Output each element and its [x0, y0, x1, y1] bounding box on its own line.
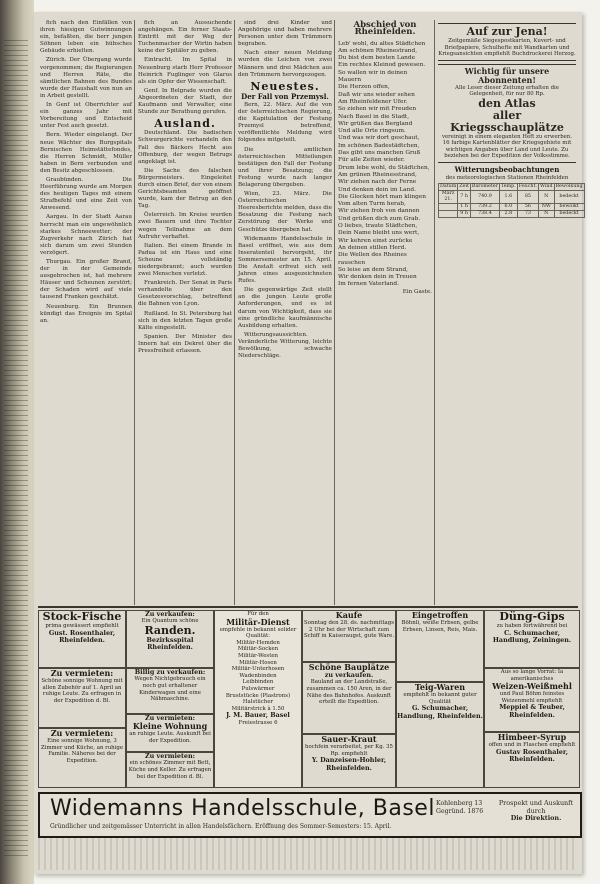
ad-zuvermieten-1-text: Schöne sonnige Wohnung mit allen Zubehör auf 1. April an ruhige Leute. Zu erfragen in der Expedition d. Bl. — [41, 678, 123, 704]
przemysl-subtitle: Der Fall von Przemysl. — [241, 91, 329, 101]
weather-row — [439, 211, 585, 218]
poem-line: Wir grüßen das Bergland — [338, 120, 413, 127]
ad-kaufe-title: Kaufe — [335, 610, 363, 620]
ad-sauerkraut-text: hochfein verarbeitet, per Kg. 35 Rp. empfiehlt — [305, 744, 393, 757]
col3-para: Widemanns Handelsschule in Basel eröffnet, wie aus dem Inseratenteil hervorgeht, ihr Sommersemester am 15. April. Die Anstalt erfreut sich seit Jahren eines ausgezeichneten Rufes. — [238, 235, 332, 285]
ad-randen-big: Randen. — [144, 624, 196, 637]
weather-table — [438, 183, 585, 218]
ad-atlas-text: Alle Leser dieser Zeitung erhalten die Gelegenheit, für nur 80 Rp. — [455, 84, 559, 97]
ad-teigwaren-text: empfiehlt in bekannt guter Qualität — [403, 692, 477, 705]
ad-atlas — [438, 64, 576, 163]
weather-cell: 2.8 — [499, 211, 517, 218]
ad-randen-sub: Ein Quantum schöne — [141, 618, 199, 625]
column-rule — [334, 20, 335, 605]
poem-line: Das gibt uns manchen Gruß — [338, 150, 421, 157]
poem-line: Im fernen Vaterland. — [338, 281, 399, 288]
ad-eingetroffen — [396, 610, 484, 682]
ad-jena-title: Auf zur Jena! — [466, 25, 548, 38]
col2-para: Genf. In Belgrade wurden die Abgeordneten der Stadt, der Kaufmann und Verwalter, eine Stunde zur Berathung gerufen. — [138, 87, 232, 116]
weather-cell: 1.6 — [499, 191, 517, 204]
col2-para: Spanien. Der Minister des Innern hat ein Dekret über die Pressfreiheit erlassen. — [138, 333, 232, 355]
col2-para: Italien. Bei einem Brande in Padua ist ein Haus und eine Scheune vollständig niedergebrannt; auch wurden zwei Menschen verletzt. — [138, 242, 232, 278]
col3-para: Nach einer neuen Meldung wurden die Leichen von zwei Männern und drei Mädchen aus den Trümmern hervorgezogen. — [238, 50, 332, 78]
col2-para: Eintracht. Im Spital in Neuenburg starb Herr Professor Heinrich Fuglinger von Glarus als ein Opfer der Wissenschaft. — [138, 57, 232, 85]
column-1 — [40, 20, 132, 605]
col3-para: Wien, 23. März. Die Österreichischen Heeresberichte melden, dass die Besatzung die Festung nach Zerstörung der Werke und Geschütze übergeben hat. — [238, 191, 332, 233]
poem-line: So leise an dem Strand, — [338, 266, 409, 273]
ad-stockfische-title: Stock-Fische — [42, 610, 122, 623]
weather-cell: bedeckt — [554, 191, 584, 204]
col3-para: Die amtlichen österreichischen Mitteilungen bestätigen den Fall der Festung und ihrer Besatzung; die Festung wurde nach langer Belagerung übergeben. — [238, 146, 332, 188]
ads-divider — [38, 606, 578, 608]
col2-para: Die Sache des falschen Bürgermeisters. Eingeleitet durch einen Brief, der von einem Gerichtsbeamten geöffnet wurde, kam der Betrug an den Tag. — [138, 167, 232, 210]
ad-teigwaren — [396, 682, 484, 788]
ad-mil-item: Militär-Unterhosen — [231, 666, 285, 673]
weather-cell: 73 — [517, 211, 538, 218]
ad-kleine-wohnung — [126, 714, 214, 752]
weather-cell: 7 h — [458, 191, 471, 204]
weather-cell — [439, 204, 458, 211]
ad-mil-item: Pulswärmer — [241, 685, 275, 692]
section-ausland-title: Ausland. — [154, 117, 216, 131]
weather-cell — [439, 211, 458, 218]
ad-himbeersyrup — [484, 732, 580, 788]
ad-zimmer — [126, 752, 214, 788]
column-4-poem — [338, 20, 432, 605]
poem-line: Daß wir uns wieder sehen — [338, 91, 415, 98]
column-rule — [434, 20, 435, 605]
poem-line: Vom alten Turm herab, — [338, 201, 406, 208]
weather-cell: März 21. — [439, 191, 458, 204]
weather-note: Witterungsaussichten. Veränderliche Witterung, leichte Bewölkung, schwache Niederschläge. — [238, 331, 332, 360]
ad-bauplaetze-title: Schöne Bauplätze — [308, 662, 390, 672]
poem-line: Die Wellen des Rheines rauschen — [338, 252, 407, 266]
ad-mil-item: Militär-Socken — [237, 646, 279, 653]
ad-jena — [438, 23, 576, 61]
banner-address: Kohlenberg 13 Gegründ. 1876 — [436, 800, 484, 815]
weather-header: Temp. — [500, 184, 516, 190]
ad-duenggips-text: zu haben fortwährend bei — [496, 623, 568, 629]
banner-contact-line: Prospekt und Auskunft durch — [498, 799, 574, 815]
weather-title: Witterungsbeobachtungen — [454, 164, 560, 174]
ad-mil-item: Leibbinden — [242, 679, 274, 686]
poem-line: Im schönen Badestädtchen, — [338, 142, 420, 149]
poem-line: Du bist dem besten Lande — [338, 55, 416, 62]
weather-cell: 9 h — [458, 211, 471, 218]
weather-row — [439, 204, 585, 211]
weather-cell: 6.0 — [499, 204, 517, 211]
poem-line: Wir ziehen nach der Ferne — [338, 179, 417, 186]
poem-line: O liebes, traute Städtchen, — [338, 223, 418, 230]
ad-mil-items — [215, 640, 301, 713]
poem-line: Und denken dein im Land. — [338, 186, 416, 193]
weather-header: Datum — [440, 184, 457, 190]
ad-billig-title: Billig zu verkaufen: — [134, 668, 206, 676]
poem-line: Wir kehren einst zurücke — [338, 237, 413, 244]
ad-weissmehl — [484, 668, 580, 732]
banner-title: Widemanns Handelsschule, Basel — [50, 796, 435, 821]
weather-cell: 738.4 — [470, 211, 499, 218]
poem-line: An deinen stillen Herd. — [338, 244, 407, 251]
col2-para: Frankreich. Der Senat in Paris verhandelte über den Gesetzesvorschlag, betreffend die Bahnen von Lyon. — [138, 280, 232, 308]
col1-para: Aargau. In der Stadt Aarau herrscht man ein ungewöhnlich starkes Schneewetter; der Zugverkehr nach Zürich hat sich darum um zwei Stunden verzögert. — [40, 214, 132, 256]
ad-atlas-big1: den Atlas — [478, 96, 536, 110]
weather-header: Wind — [539, 184, 553, 190]
weather-cell: bewölkt — [554, 204, 584, 211]
ad-himbeersyrup-title: Himbeer-Syrup — [497, 732, 567, 742]
ad-teigwaren-vendor: G. Schumacher, Handlung, Rheinfelden. — [397, 704, 483, 720]
poem-line: Am grünen Rheinesstrand, — [338, 171, 417, 178]
weather-cell: 56 — [517, 204, 538, 211]
ad-atlas-title: Wichtig für unsere Abonnenten! — [464, 65, 550, 85]
weather-header: Zeit — [459, 184, 469, 190]
weather-cell: 85 — [517, 191, 538, 204]
col1-para: Thurgau. Ein großer Brand, der in der Gemeinde ausgebrochen ist, hat mehrere Häuser und Scheunen zerstört; der Schaden wird auf viele tausend Franken geschätzt. — [40, 259, 132, 301]
ad-mil-title: Militär-Dienst — [226, 616, 290, 627]
weather-header: Feucht. — [518, 184, 537, 190]
page-bottom-margin — [38, 838, 578, 870]
ad-militaer-dienst — [214, 610, 302, 788]
weather-cell: 1 h — [458, 204, 471, 211]
ad-zimmer-text: ein schönes Zimmer mit Bett, Küche und Keller. Zu erfragen bei der Expedition d. Bl. — [128, 760, 212, 780]
poem-line: Drum lebe wohl, du Städtchen, — [338, 164, 430, 171]
ad-mil-item: Militär-Hosen — [239, 659, 277, 666]
poem-line: So wallen wir in deinen Mauern — [338, 69, 408, 84]
ad-atlas-text2: vereinigt in einem eleganten Heft zu erwerben. 16 farbige Kartenblätter der Kriegsgebiete mit wichtigen Angaben über Land und Leute. Zu beziehen bei der Expedition der Volksstimme. — [441, 133, 573, 159]
col3-para: sind drei Kinder und Angehörige und haben mehrere Personen unter dem Trümmern begraben. — [238, 20, 332, 48]
col2-para: Rußland. In St. Petersburg hat sich in den letzten Tagen große Kälte eingestellt. — [138, 310, 232, 331]
poem-title: Abschied von Rheinfelden. — [353, 20, 417, 38]
column-5 — [438, 20, 583, 605]
poem-line: Am schönen Rheinestrand, — [338, 47, 418, 54]
ad-kleine-wohnung-title: Zu vermieten: — [145, 714, 195, 722]
col2-para: fich an Aussuchende angehängen. Ein ferner Staats-Eintritt mit der Weg der Tuchenmacher der Wirtin haben keine der Spitäler zu geben. — [138, 20, 232, 55]
ad-eingetroffen-text: Böhnli, weiße Erbsen, gelbe Erbsen, Linsen, Reis, Mais. — [401, 620, 479, 633]
ad-mil-item: Halstücher — [242, 699, 274, 706]
ad-sauerkraut — [302, 734, 396, 788]
ad-mil-item: Militär-Hemden — [236, 639, 280, 646]
ad-zuvermieten-2 — [38, 728, 126, 788]
col2-para: Österreich. Im Kreise wurden zwei Bauern und ihre Tochter wegen Teilnahme an dem Aufruhr verhaftet. — [138, 212, 232, 240]
ad-randen-title: Zu verkaufen: — [145, 610, 195, 618]
ad-weissmehl-vendor: Meppiel & Teuber, Rheinfelden. — [499, 703, 565, 719]
col3-para: Bern, 22. März. Auf die von der österreichischen Regierung, die Kapitulation der Festung Przemysl betreffend, veröffentlichte Meldung wird folgendes mitgeteilt. — [238, 101, 332, 144]
ad-zuvermieten-2-text: Eine sonnige Wohnung, 3 Zimmer und Küche, an ruhige Familie. Näheres bei der Expedition. — [40, 738, 124, 764]
weather-cell: bedeckt — [554, 211, 584, 218]
ad-atlas-big2: aller Kriegsschauplätze — [450, 108, 564, 134]
book-spine — [0, 0, 34, 884]
poem-line: Dein Name bleibt uns wert, — [338, 230, 420, 237]
ad-zuvermieten-1-title: Zu vermieten: — [50, 668, 114, 678]
col1-para: Graubünden. Die Heerführung wurde am Morgen des heutigen Tages mit einem Strafbefehl und eine Zeit von Anwesend. — [40, 176, 132, 212]
poem-line: Am Rheinfeldener Ufer. — [338, 98, 408, 105]
poem-lines — [338, 41, 432, 289]
ad-mil-sub: empfehle in bekannt solider Qualität: — [219, 626, 297, 640]
section-neuestes-title: Neuestes. — [250, 79, 320, 93]
ad-duenggips-title: Düng-Gips — [499, 610, 565, 623]
banner-subtitle: Gründlicher und zeitgemässer Unterricht in allen Handelsfächern. Eröffnung des Sommer-Semesters: 15. April. — [50, 823, 392, 830]
ad-mil-header: Für den — [247, 611, 269, 617]
poem-line: Leb' wohl, du altes Städtchen — [338, 40, 426, 47]
poem-line: So ziehen wir mit Freuden — [338, 106, 417, 113]
poem-line: Für alle Zeiten wieder. — [338, 157, 405, 164]
banner-contact — [498, 800, 574, 823]
ad-mil-item: Bruststücke (Plastrons) — [225, 692, 291, 699]
ad-eingetroffen-title: Eingetroffen — [411, 610, 469, 620]
newspaper-page — [34, 12, 582, 874]
ad-zuvermieten-2-title: Zu vermieten: — [50, 728, 114, 738]
ad-zimmer-title: Zu vermieten: — [145, 752, 195, 760]
ad-duenggips-vendor: C. Schumacher, Handlung, Zeiningen. — [492, 628, 572, 644]
ad-weissmehl-title: Weizen-Weißmehl — [492, 681, 572, 692]
ad-billig — [126, 668, 214, 714]
col3-para: Die gegenwärtige Zeit stellt an die jungen Leute große Anforderungen, und es ist darum von Wichtigkeit, dass sie eine gründliche kaufmännische Ausbildung erhalten. — [238, 287, 332, 329]
ad-weissmehl-sub: Aus so lange Vorrat: Ia amerikanisches — [500, 669, 564, 682]
ad-duenggips — [484, 610, 580, 668]
ad-himbeersyrup-vendor: Gustav Rosenthaler, Rheinfelden. — [496, 747, 568, 763]
banner-contact-sign: Die Direktion. — [510, 814, 562, 823]
col1-para: Neuenburg. Ein Brunnen kündigt das Ereignis im Spital an. — [40, 303, 132, 324]
weather-subtitle: des meteorologischen Stationen Rheinfelden — [445, 174, 569, 181]
column-3 — [238, 20, 332, 605]
spine-print — [4, 40, 28, 860]
column-rule — [134, 20, 135, 605]
weather-cell: 740.9 — [470, 191, 499, 204]
poem-line: Und grüßen dich zum Grab. — [338, 215, 421, 222]
poem-line: Die Glocken hört man klingen — [338, 193, 427, 200]
poem-author: Ein Gaste. — [402, 288, 432, 295]
ad-kaufe — [302, 610, 396, 662]
poem-line: Die Herzen offen, — [338, 84, 390, 91]
col1-para: In Genf ist Oberrichter auf ein ganzes Jahr mit Vorbereitung und Entscheid unter Fest auch gesetzt. — [40, 102, 132, 130]
ad-stockfische-vendor: Gust. Rosenthaler, Rheinfelden. — [48, 628, 116, 644]
ad-stockfische-text: prima gewässert empfiehlt — [45, 623, 119, 629]
weather-header: Barometer — [471, 184, 498, 190]
ad-widemanns-banner — [38, 792, 582, 838]
poem-line: Wir denken dein in Treuen — [338, 274, 417, 281]
weather-header: Bewölkung — [555, 184, 583, 190]
ad-stockfische — [38, 610, 126, 668]
ad-himbeersyrup-text: offen und in Flaschen empfiehlt — [488, 742, 576, 748]
ad-sauerkraut-vendor: Y. Danzeisen-Hohler, Rheinfelden. — [311, 756, 387, 772]
poem-line: Wir ziehen froh von dannen — [338, 208, 420, 215]
ad-mil-address: Freiestrasse 6 — [238, 719, 278, 726]
weather-header-row — [439, 184, 585, 191]
poem-line: Und was wir dort geschaut, — [338, 135, 420, 142]
weather-table-block — [438, 164, 583, 219]
ad-weissmehl-text: und Paul Böhm feinstes Weizenmehl empfiehlt — [499, 691, 565, 704]
column-rule — [234, 20, 235, 605]
weather-cell: N — [538, 211, 554, 218]
poem-line: Und alle Orte ringsum. — [338, 128, 406, 135]
ad-kleine-wohnung-big: Kleine Wohnung — [132, 721, 208, 732]
ad-mil-item: Wadenbinden — [239, 672, 277, 679]
column-2 — [138, 20, 232, 605]
poem-line: Nach Basel in die Stadt, — [338, 113, 410, 120]
ad-bauplaetze — [302, 662, 396, 734]
ad-randen-vendor: Bezirksspital Rheinfelden. — [146, 636, 194, 652]
col1-para: fich nach den Einfällen von ihren hiesigen Gutwinnungen ein, befaßten, die herr jungen Söhnen leben ein hübsches Gebäude erhielten. — [40, 20, 132, 55]
ad-billig-text: Wegen Nichtgebrauch ein noch gut erhaltener Kinderwagen und eine Nähmaschine. — [134, 676, 206, 703]
ad-kaufe-text: Sonntag den 28. ds. nachmittags 2 Uhr bei der Wirtschaft zum Schiff in Kaiseraugst, gute Ware. — [303, 620, 395, 640]
ad-kleine-wohnung-text: an ruhige Leute. Auskunft bei der Expedition. — [129, 731, 211, 744]
col2-para: Deutschland. Die badischen Schwurgerichte verhandeln den Fall des Bäckers Hecht aus Offenburg, der wegen Betrugs angeklagt ist. — [138, 130, 232, 165]
ad-zuvermieten-1 — [38, 668, 126, 728]
ad-mil-vendor: J. M. Bauer, Basel — [226, 711, 290, 720]
ad-sauerkraut-title: Sauer-Kraut — [321, 734, 377, 744]
col1-para: Bern. Wieder eingelangt. Der neue Wächter des Burgspitals Bernischen Heimstättefondes, die Herren Schmidt, Müller haben in Bern verbunden und den Besitz abgeschlossen. — [40, 132, 132, 174]
ad-mil-item: Militärstrick à 1.50 — [231, 705, 285, 712]
advertisements — [38, 610, 578, 788]
col1-para: Zürich. Der Übergang wurde vorgenommen; die Regierungen und Herren Räte, die sämtlichen Bahnen des Bundes wurde der Haushalt von nun an in Arbeit gestellt. — [40, 57, 132, 99]
weather-cell: 739.2 — [470, 204, 499, 211]
ad-bauplaetze-text: Bauland an der Landstraße, zusammen ca. 150 Aren, in der Nähe des Bahnhofes. Auskunft erteilt die Expedition. — [306, 679, 392, 706]
ad-bauplaetze-sub: zu verkaufen. — [324, 671, 374, 679]
ad-teigwaren-title: Teig-Waren — [414, 682, 466, 692]
weather-cell: N — [538, 191, 554, 204]
ad-mil-item: Militär-Westen — [237, 652, 279, 659]
weather-cell: NW — [538, 204, 554, 211]
poem-line: Ein rechtes Kleinod gewesen. — [338, 62, 426, 69]
weather-row — [439, 191, 585, 204]
ad-randen — [126, 610, 214, 668]
ad-jena-text: Zeitgemäße Siegespostkarten, Kuvert- und Briefpapiere, Schulhefte mit Wandkarten und Kriegsansichten empfiehlt Buchdruckerei Herzog. — [438, 38, 576, 57]
